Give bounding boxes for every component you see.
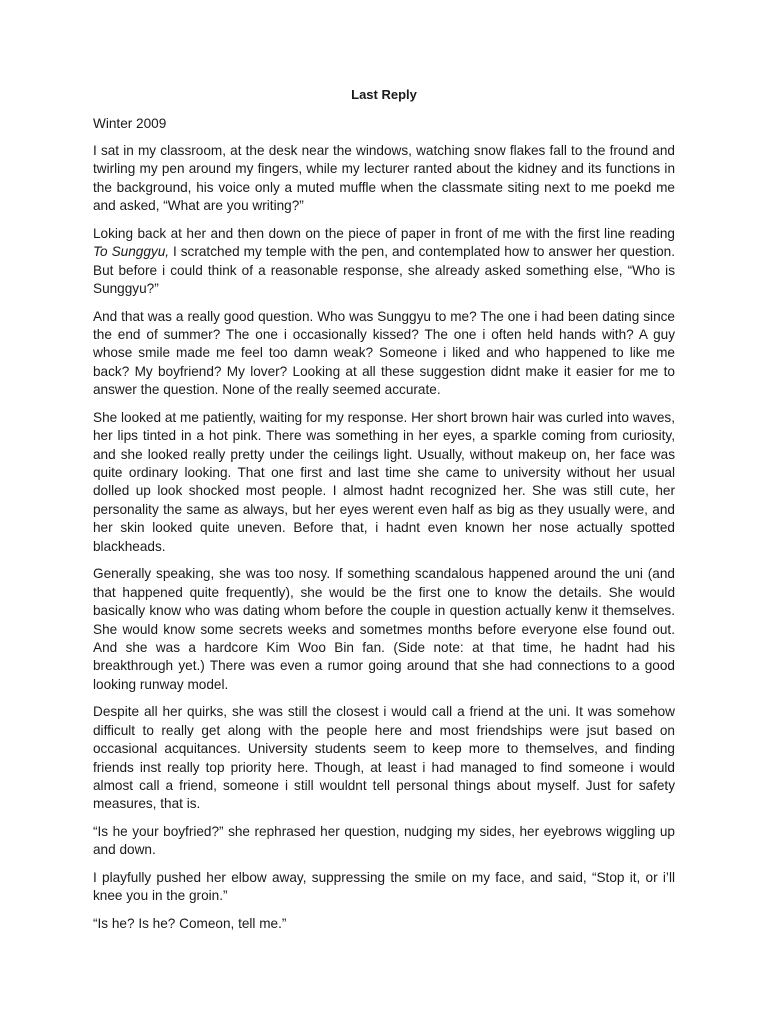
paragraph: Despite all her quirks, she was still the closest i would call a friend at the uni. It was somehow difficult to really get along with the people here and most friendships were jsut based on occasional acquitances. University students seem to keep more to themselves, and finding friends inst really top priority here. Though, at least i had managed to find someone i would almost call a friend, someone i still wouldnt tell personal things about myself. Just for safety measures, that is. [93, 704, 675, 812]
paragraph: I sat in my classroom, at the desk near the windows, watching snow flakes fall to the fround and twirling my pen around my fingers, while my lecturer ranted about the kidney and its functions in the background, his voice only a muted muffle when the classmate siting next to me poekd me and asked, “What are you writing?” [93, 143, 675, 214]
paragraph [93, 225, 675, 299]
paragraph: She looked at me patiently, waiting for my response. Her short brown hair was curled into waves, her lips tinted in a hot pink. There was something in her eyes, a sparkle coming from curiosity, and she looked really pretty under the ceilings light. Usually, without makeup on, her face was quite ordinary looking. That one first and last time she came to university without her usual dolled up look shocked most people. I almost hadnt recognized her. She was still cute, her personality the same as always, but her eyes werent even half as big as they usually were, and her skin looked quite uneven. Before that, i hadnt even known her nose actually spotted blackheads. [93, 409, 675, 554]
paragraph-text: Loking back at her and then down on the piece of paper in front of me with the first line reading [93, 225, 675, 241]
paragraph-text: I scratched my temple with the pen, and contemplated how to answer her question. But before i could think of a reasonable response, she already asked something else, “Who is Sunggyu?” [93, 244, 675, 297]
dateline: Winter 2009 [93, 116, 167, 131]
document-page [93, 86, 675, 943]
italic-salutation: To Sunggyu, [93, 244, 170, 260]
paragraph: Generally speaking, she was too nosy. If something scandalous happened around the uni (and that happened quite frequently), she would be the first one to know the details. She would basically know who was dating whom before the couple in question actually kenw it themselves. She would know some secrets weeks and sometmes months before everyone else found out. And she was a hardcore Kim Woo Bin fan. (Side note: at that time, he hadnt had his breakthrough yet.) There was even a rumor going around that she had connections to a good looking runway model. [93, 566, 675, 692]
document-title: Last Reply [351, 87, 417, 102]
paragraph: “Is he? Is he? Comeon, tell me.” [93, 915, 287, 931]
paragraph: “Is he your boyfried?” she rephrased her question, nudging my sides, her eyebrows wiggling up and down. [93, 823, 675, 858]
paragraph: And that was a really good question. Who was Sunggyu to me? The one i had been dating since the end of summer? The one i occasionally kissed? The one i often held hands with? A guy whose smile made me feel too damn weak? Someone i liked and who happened to like me back? My boyfriend? My lover? Looking at all these suggestion didnt make it easier for me to answer the question. None of the really seemed accurate. [93, 308, 675, 398]
paragraph: I playfully pushed her elbow away, suppressing the smile on my face, and said, “Stop it, or i’ll knee you in the groin.” [93, 869, 675, 904]
